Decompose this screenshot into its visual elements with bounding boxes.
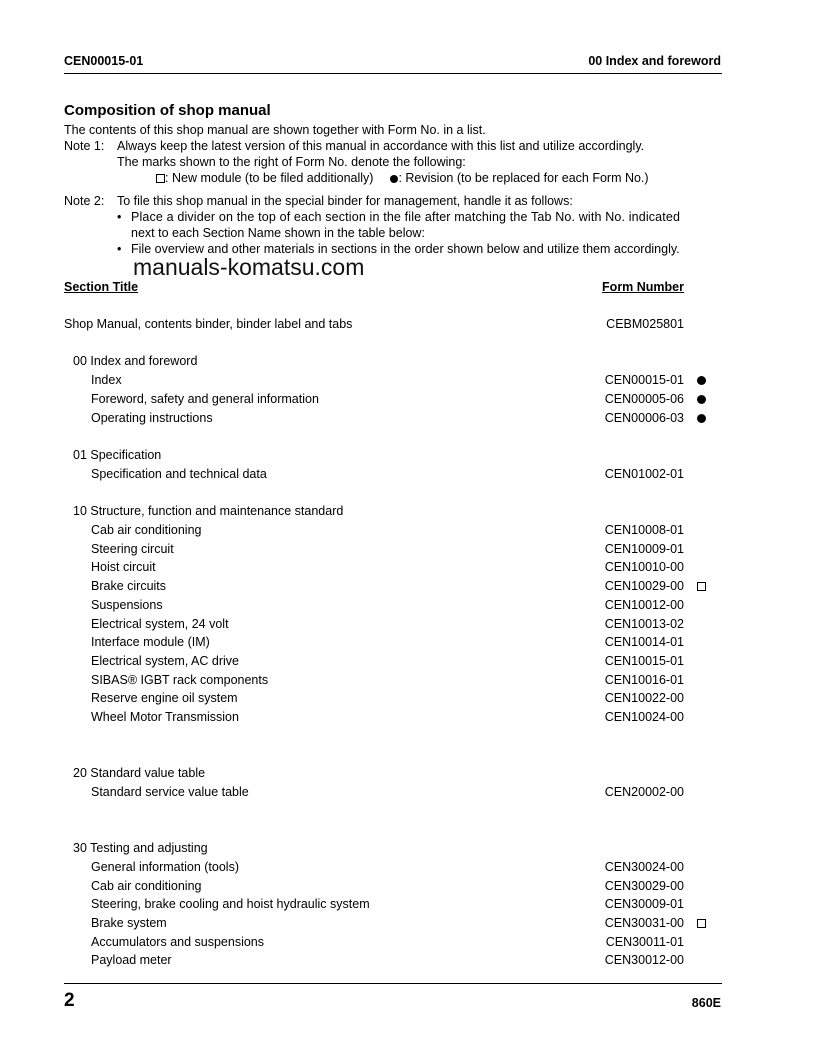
revision-dot-icon [697, 395, 706, 404]
form-number: CEN10024-00 [604, 710, 684, 725]
section-title: Index [91, 373, 122, 388]
section-title: Cab air conditioning [91, 522, 202, 537]
table-row [0, 935, 816, 954]
table-row [0, 411, 816, 430]
table-row [0, 879, 816, 898]
section-title: Shop Manual, contents binder, binder label and tabs [64, 317, 353, 331]
table-row [0, 617, 816, 636]
section-title: Reserve engine oil system [91, 691, 238, 706]
table-row [0, 579, 816, 598]
section-title: Wheel Motor Transmission [91, 710, 239, 725]
marks-legend [156, 171, 649, 185]
form-number: CEN10012-00 [604, 597, 684, 612]
section-title: Hoist circuit [91, 560, 156, 575]
column-header-section-title: Section Title [64, 280, 139, 294]
section-title: Cab air conditioning [91, 878, 202, 893]
section-title: 30 Testing and adjusting [73, 841, 208, 856]
footer-rule [64, 983, 722, 984]
header-rule [64, 73, 722, 74]
form-number: CEN20002-00 [604, 785, 684, 799]
table-row [0, 542, 816, 561]
table-row [0, 523, 816, 542]
note1-line1: Always keep the latest version of this manual in accordance with this list and utilize accordingly. [117, 139, 645, 153]
revision-dot-icon [697, 414, 706, 423]
form-number: CEN10008-01 [604, 522, 684, 537]
mark-colon: : [165, 171, 169, 185]
section-title: 20 Standard value table [73, 766, 206, 781]
section-row [0, 354, 816, 373]
model-number: 860E [691, 996, 721, 1010]
table-row [0, 467, 816, 486]
section-title: Steering, brake cooling and hoist hydraulic system [91, 897, 370, 912]
section-title: Payload meter [91, 953, 172, 968]
note1-label: Note 1: [64, 139, 105, 153]
form-number: CEN00006-03 [604, 410, 684, 425]
form-number: CEN10015-01 [604, 653, 684, 668]
form-number: CEN30009-01 [604, 897, 684, 912]
section-title: Suspensions [91, 597, 163, 612]
form-number: CEN10013-02 [604, 616, 684, 631]
section-title: Specification and technical data [91, 466, 267, 481]
table-row [0, 598, 816, 617]
bullet-icon: • [117, 242, 122, 256]
section-title: 01 Specification [73, 448, 162, 463]
form-number: CEN10029-00 [604, 579, 684, 594]
section-row [0, 448, 816, 467]
section-title: Operating instructions [91, 410, 213, 425]
watermark: manuals-komatsu.com [133, 254, 365, 280]
note1-line2: The marks shown to the right of Form No. denote the following: [117, 155, 466, 169]
table-row [0, 860, 816, 879]
form-number: CEN01002-01 [604, 466, 684, 481]
form-number: CEN10016-01 [604, 672, 684, 687]
section-title: General information (tools) [91, 859, 239, 874]
table-row [0, 635, 816, 654]
form-number: CEN30012-00 [604, 953, 684, 968]
form-number: CEN10009-01 [604, 541, 684, 556]
form-number: CEN10010-00 [604, 560, 684, 575]
new-module-square-icon [697, 919, 706, 928]
section-title: Standard service value table [91, 785, 249, 799]
revision-dot-icon [697, 376, 706, 385]
mark-colon: : [398, 171, 402, 185]
section-row [0, 766, 816, 785]
form-number: CEBM025801 [606, 317, 684, 331]
revision-legend: Revision (to be replaced for each Form No.) [405, 171, 649, 185]
section-title: 00 Index and foreword [73, 354, 198, 369]
bullet-icon: • [117, 210, 122, 224]
note2-bullet1a: Place a divider on the top of each section in the file after matching the Tab No. with No. indicated [131, 210, 681, 224]
table-row [0, 373, 816, 392]
form-number: CEN10022-00 [604, 691, 684, 706]
header-form-number: CEN00015-01 [64, 54, 144, 68]
form-number: CEN30029-00 [604, 878, 684, 893]
table-row [0, 317, 816, 336]
section-title: SIBAS® IGBT rack components [91, 672, 269, 687]
table-row [0, 673, 816, 692]
table-row [0, 691, 816, 710]
form-number: CEN00015-01 [604, 373, 684, 388]
section-title: Brake circuits [91, 579, 167, 594]
form-number: CEN00005-06 [604, 391, 684, 406]
table-row [0, 785, 816, 804]
note2-bullet1b: next to each Section Name shown in the table below: [131, 226, 425, 240]
header-section: 00 Index and foreword [588, 54, 721, 68]
section-title: Electrical system, 24 volt [91, 616, 229, 631]
section-title: 10 Structure, function and maintenance standard [73, 504, 344, 519]
new-module-legend: New module (to be filed additionally) [171, 171, 374, 185]
new-module-square-icon [697, 582, 706, 591]
section-row [0, 841, 816, 860]
form-number: CEN30011-01 [605, 934, 684, 949]
table-row [0, 710, 816, 729]
table-row [0, 916, 816, 935]
section-title: Accumulators and suspensions [91, 934, 265, 949]
table-row [0, 392, 816, 411]
table-row [0, 654, 816, 673]
section-title: Brake system [91, 916, 167, 931]
form-number: CEN30031-00 [604, 916, 684, 931]
table-row [0, 953, 816, 972]
new-module-square-icon [156, 174, 165, 183]
column-header-form-number: Form Number [602, 280, 684, 294]
section-title: Steering circuit [91, 541, 174, 556]
section-title: Interface module (IM) [91, 635, 210, 650]
intro-text: The contents of this shop manual are shown together with Form No. in a list. [64, 123, 486, 137]
page-title: Composition of shop manual [64, 102, 271, 119]
form-number: CEN10014-01 [604, 635, 684, 650]
section-title: Electrical system, AC drive [91, 653, 239, 668]
form-number: CEN30024-00 [604, 859, 684, 874]
note2-line1: To file this shop manual in the special binder for management, handle it as follows: [117, 194, 573, 208]
note2-bullet2: File overview and other materials in sections in the order shown below and utilize them accordingly. [131, 242, 680, 256]
section-title: Foreword, safety and general information [91, 391, 319, 406]
note2-label: Note 2: [64, 194, 105, 208]
table-row [0, 897, 816, 916]
table-row [0, 560, 816, 579]
section-row [0, 504, 816, 523]
page-number: 2 [64, 990, 75, 1011]
